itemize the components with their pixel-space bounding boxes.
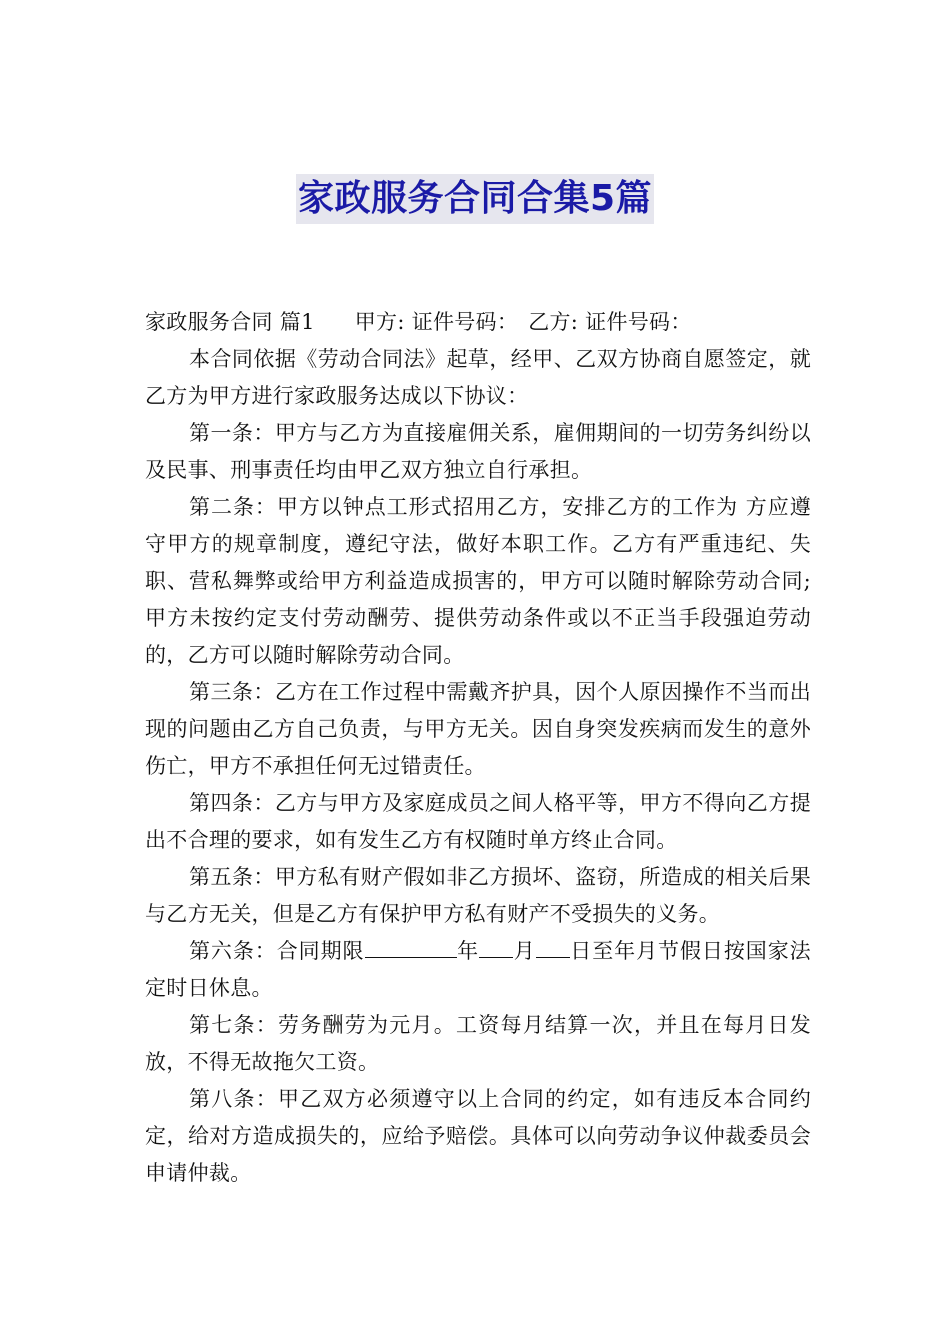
article-6-prefix: 第六条：合同期限 xyxy=(189,939,365,963)
month-blank xyxy=(479,937,513,958)
article-8-paragraph: 第八条：甲乙双方必须遵守以上合同的约定，如有违反本合同约定，给对方造成损失的，应给予赔偿。具体可以向劳动争议仲裁委员会申请仲裁。 xyxy=(145,1087,811,1185)
preamble-paragraph: 本合同依据《劳动合同法》起草，经甲、乙双方协商自愿签定，就乙方为甲方进行家政服务达成以下协议： xyxy=(145,347,811,408)
article-5-paragraph: 第五条：甲方私有财产假如非乙方损坏、盗窃，所造成的相关后果与乙方无关，但是乙方有保护甲方私有财产不受损失的义务。 xyxy=(145,865,811,926)
title-container xyxy=(0,174,950,224)
article-6-year: 年 xyxy=(456,939,480,963)
document-body xyxy=(145,304,811,1192)
contract-heading: 家政服务合同 篇1 xyxy=(145,310,315,334)
contract-intro-line xyxy=(145,304,811,341)
article-6-suffix: 日至年月节假日按国家法定时日休息。 xyxy=(145,939,811,1000)
article-2-paragraph: 第二条：甲方以钟点工形式招用乙方，安排乙方的工作为 方应遵守甲方的规章制度，遵纪守法，做好本职工作。乙方有严重违纪、失职、营私舞弊或给甲方利益造成损害的，甲方可以随时解除劳动合同;甲方未按约定支付劳动酬劳、提供劳动条件或以不正当手段强迫劳动的，乙方可以随时解除劳动合同。 xyxy=(145,495,811,667)
party-b-label: 乙方: 证件号码： xyxy=(528,310,692,334)
article-1-paragraph: 第一条：甲方与乙方为直接雇佣关系，雇佣期间的一切劳务纠纷以及民事、刑事责任均由甲乙双方独立自行承担。 xyxy=(145,421,811,482)
document-title: 家政服务合同合集5篇 xyxy=(296,174,654,224)
day-blank xyxy=(536,937,570,958)
article-3-paragraph: 第三条：乙方在工作过程中需戴齐护具，因个人原因操作不当而出现的问题由乙方自己负责，与甲方无关。因自身突发疾病而发生的意外伤亡，甲方不承担任何无过错责任。 xyxy=(145,680,811,778)
article-4-paragraph: 第四条：乙方与甲方及家庭成员之间人格平等，甲方不得向乙方提出不合理的要求，如有发生乙方有权随时单方终止合同。 xyxy=(145,791,811,852)
article-6-month: 月 xyxy=(513,939,536,963)
article-6-paragraph xyxy=(145,933,811,1007)
article-7-paragraph: 第七条：劳务酬劳为元月。工资每月结算一次，并且在每月日发放，不得无故拖欠工资。 xyxy=(145,1013,811,1074)
party-a-label: 甲方: 证件号码： xyxy=(354,310,519,334)
year-blank xyxy=(365,937,457,958)
